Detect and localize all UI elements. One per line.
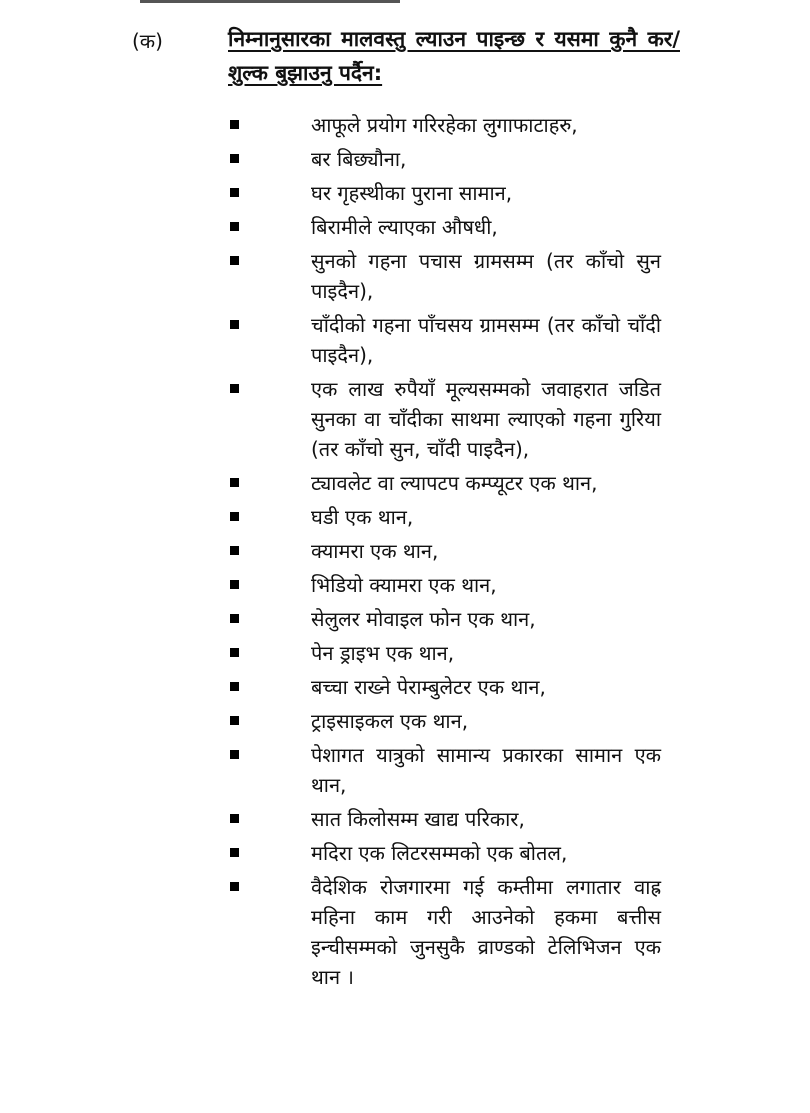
list-item <box>230 144 670 174</box>
list-item <box>230 838 670 868</box>
list-item <box>230 536 670 566</box>
square-bullet-icon <box>230 716 239 725</box>
list-item <box>230 212 670 242</box>
square-bullet-icon <box>230 154 239 163</box>
list-item-text: वैदेशिक रोजगारमा गई कम्तीमा लगातार वाह्र महिना काम गरी आउनेको हकमा बत्तीस इन्चीसम्मको जुनसुकै व्राण्डको टेलिभिजन एक थान । <box>311 875 661 989</box>
list-item <box>230 110 670 140</box>
list-item <box>230 604 670 634</box>
square-bullet-icon <box>230 320 239 329</box>
list-item-text: ट्राइसाइकल एक थान, <box>311 709 469 733</box>
list-item-text: पेन ड्राइभ एक थान, <box>311 641 455 665</box>
square-bullet-icon <box>230 750 239 759</box>
section-heading: निम्नानुसारका मालवस्तु ल्याउन पाइन्छ र यसमा कुनै कर/शुल्क बुझाउनु पर्दैन: <box>228 27 680 85</box>
square-bullet-icon <box>230 682 239 691</box>
list-item-text: बच्चा राख्ने पेराम्बुलेटर एक थान, <box>311 675 546 699</box>
list-item <box>230 246 670 306</box>
square-bullet-icon <box>230 814 239 823</box>
list-item-text: सुनको गहना पचास ग्रामसम्म (तर काँचो सुन पाइदैन), <box>311 249 661 303</box>
item-list <box>230 110 670 996</box>
square-bullet-icon <box>230 222 239 231</box>
list-item-text: आफूले प्रयोग गरिरहेका लुगाफाटाहरु, <box>311 113 578 137</box>
square-bullet-icon <box>230 546 239 555</box>
square-bullet-icon <box>230 512 239 521</box>
list-item-text: घडी एक थान, <box>311 505 414 529</box>
section-marker: (क) <box>132 29 163 53</box>
list-item-text: पेशागत यात्रुको सामान्य प्रकारका सामान एक थान, <box>311 743 661 797</box>
top-divider <box>140 0 400 3</box>
list-item <box>230 374 670 464</box>
list-item <box>230 502 670 532</box>
list-item-text: सेलुलर मोवाइल फोन एक थान, <box>311 607 536 631</box>
square-bullet-icon <box>230 256 239 265</box>
list-item-text: ट्यावलेट वा ल्यापटप कम्प्यूटर एक थान, <box>311 471 598 495</box>
list-item <box>230 310 670 370</box>
list-item <box>230 672 670 702</box>
list-item-text: बर बिछ्यौना, <box>311 147 407 171</box>
square-bullet-icon <box>230 614 239 623</box>
list-item <box>230 570 670 600</box>
square-bullet-icon <box>230 580 239 589</box>
list-item <box>230 178 670 208</box>
list-item <box>230 638 670 668</box>
square-bullet-icon <box>230 478 239 487</box>
square-bullet-icon <box>230 848 239 857</box>
list-item <box>230 872 670 992</box>
list-item <box>230 740 670 800</box>
square-bullet-icon <box>230 384 239 393</box>
list-item-text: क्यामरा एक थान, <box>311 539 439 563</box>
list-item <box>230 468 670 498</box>
list-item-text: सात किलोसम्म खाद्य परिकार, <box>311 807 525 831</box>
square-bullet-icon <box>230 120 239 129</box>
list-item-text: बिरामीले ल्याएका औषधी, <box>311 215 498 239</box>
list-item-text: भिडियो क्यामरा एक थान, <box>311 573 497 597</box>
list-item <box>230 804 670 834</box>
list-item-text: एक लाख रुपैयाँ मूल्यसम्मको जवाहरात जडित सुनका वा चाँदीका साथमा ल्याएको गहना गुरिया (तर काँचो सुन, चाँदी पाइदैन), <box>311 377 661 461</box>
list-item-text: चाँदीको गहना पाँचसय ग्रामसम्म (तर काँचो चाँदी पाइदैन), <box>311 313 661 367</box>
list-item-text: मदिरा एक लिटरसम्मको एक बोतल, <box>311 841 568 865</box>
list-item <box>230 706 670 736</box>
square-bullet-icon <box>230 648 239 657</box>
square-bullet-icon <box>230 882 239 891</box>
list-item-text: घर गृहस्थीका पुराना सामान, <box>311 181 513 205</box>
square-bullet-icon <box>230 188 239 197</box>
